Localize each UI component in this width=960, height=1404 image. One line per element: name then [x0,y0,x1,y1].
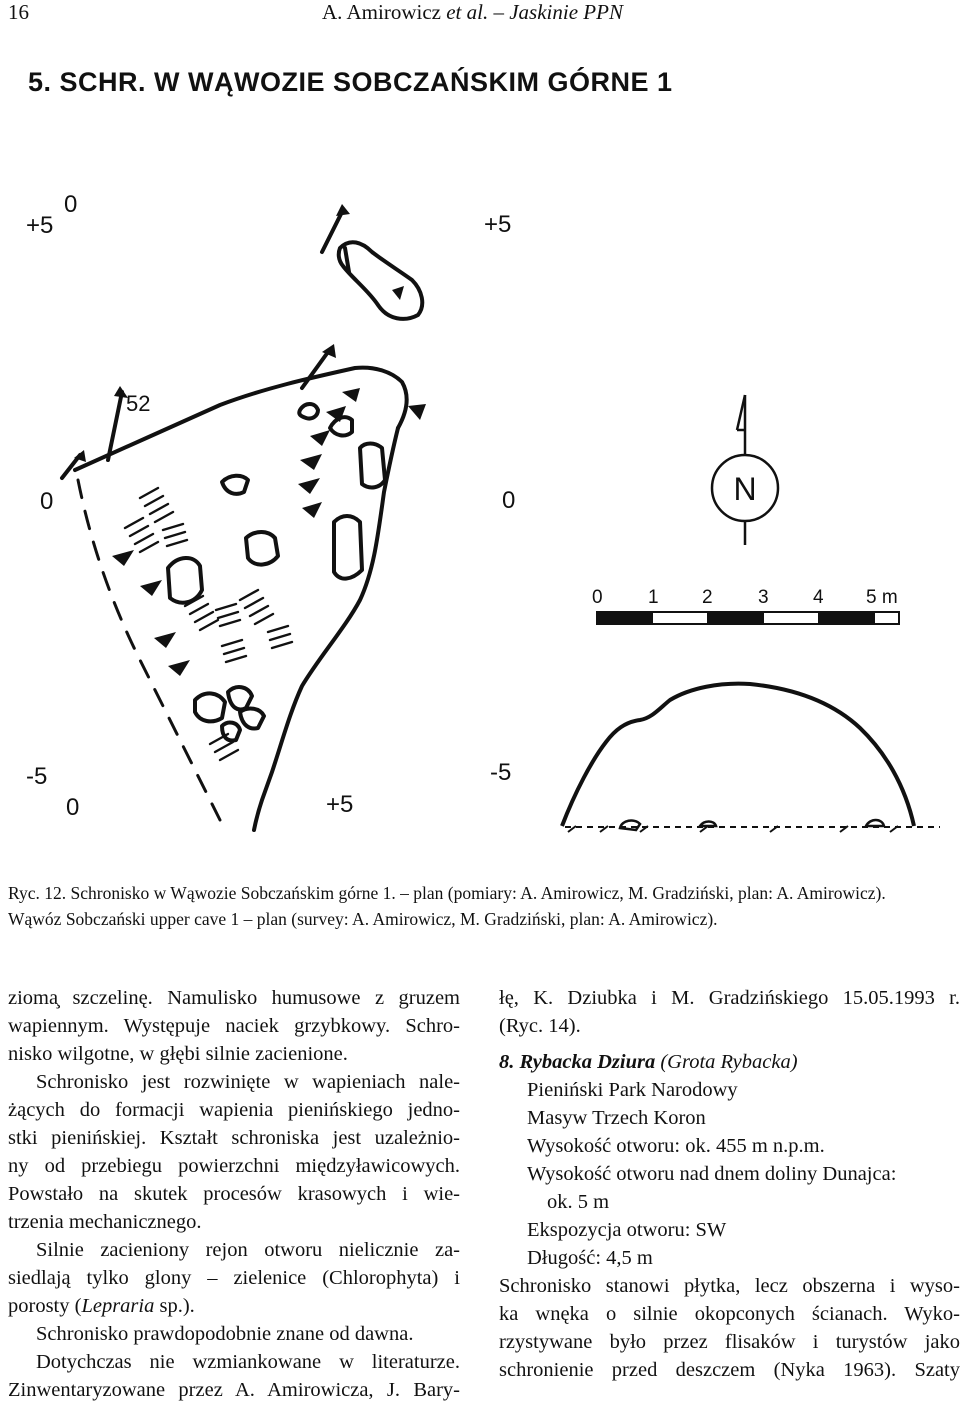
cave-fact: Masyw Trzech Koron [527,1107,706,1129]
text-line: (Ryc. 14). [499,1015,581,1037]
text-line: łę, K. Dziubka i M. Gradzińskiego 15.05.1993 r. [499,987,960,1009]
cave-name: Rybacka Dziura [519,1051,656,1073]
text-span: porosty ( [8,1295,82,1317]
running-head-dash: – [493,0,504,24]
scale-tick-label: 5 m [866,587,898,608]
taxon-name: Lepraria [81,1295,155,1317]
hatch-marks [268,626,292,648]
hatch-marks [140,488,173,522]
text-line: żących do formacji wapienia pienińskiego jedno- [8,1099,460,1121]
text-line: Powstało na skutek procesów krasowych i wie- [8,1183,460,1205]
rock-block [299,404,318,419]
rubble-triangle [310,430,330,446]
text-line: wapiennym. Występuje naciek grzybkowy. Schro- [8,1015,460,1037]
figure-caption [8,880,953,932]
text-line: Schronisko stanowi płytka, lecz obszerna i wyso- [499,1275,960,1297]
cave-alt-name: (Grota Rybacka) [660,1051,798,1073]
scale-tick-label: 0 [592,587,603,608]
text-line: stki pienińskiej. Kształt schroniska jest uzależnio- [8,1127,460,1149]
rubble-triangle [168,660,190,676]
coord-label: +5 [484,211,512,238]
hatch-marks [125,518,158,552]
rubble-triangle [154,632,176,648]
left-column [8,984,460,1404]
coord-label: -5 [26,763,48,790]
rubble-triangle [298,478,320,494]
text-line: schronienie przed deszczem (Nyka 1963). Szaty [499,1359,960,1381]
text-line: Schronisko jest rozwinięte w wapieniach nale- [36,1071,460,1093]
section-rock [866,820,884,826]
rubble-triangle [408,404,426,420]
arrow-line [302,352,328,388]
rubble-triangle [112,550,134,566]
text-line: Silnie zacieniony rejon otworu nielicznie za- [36,1239,460,1261]
cave-fact: Pieniński Park Narodowy [527,1079,738,1101]
rock-block [228,687,252,709]
rock-block [240,709,264,729]
cave-fact: Wysokość otworu: ok. 455 m n.p.m. [527,1135,825,1157]
running-head-series: Jaskinie PPN [509,0,623,24]
rubble-triangle [300,454,322,470]
rock-block [334,516,362,579]
caption-line-pl: Ryc. 12. Schronisko w Wąwozie Sobczańskim górne 1. – plan (pomiary: A. Amirowicz, M. Gradziński, plan: A. Amirowicz). [8,883,886,903]
page-number: 16 [8,0,29,24]
caption-line-en: Wąwóz Sobczański upper cave 1 – plan (survey: A. Amirowicz, M. Gradziński, plan: A. Amirowicz). [8,909,718,929]
rock-block [360,444,385,488]
drip-line [75,368,407,470]
arrowhead [336,204,350,216]
coord-label: +5 [326,791,354,818]
hatch-marks [163,524,187,546]
hatch-marks [240,590,273,624]
rock-block [222,476,248,494]
text-line: Schronisko prawdopodobnie znane od dawna. [36,1323,414,1345]
cave-fact: ok. 5 m [547,1191,610,1213]
rock-block [195,693,225,721]
cave-fact: Długość: 4,5 m [527,1247,653,1269]
text-line: zioma̧ szczelinę. Namulisko humusowe z gruzem [8,987,460,1009]
text-line: rzystywane było przez flisaków i turystów jako [499,1331,960,1353]
coord-label: 0 [40,488,54,515]
section-title: 5. SCHR. W WĄWOZIE SOBCZAŃSKIM GÓRNE 1 [28,67,673,97]
running-head [322,0,623,25]
cave-heading [499,1048,960,1076]
scale-tick-label: 3 [758,587,769,608]
rock-block [246,532,278,565]
cave-number: 8. [499,1051,515,1073]
rubble-triangle [342,388,360,402]
text-line: Zinwentaryzowane przez A. Amirowicza, J. Bary- [8,1379,460,1401]
section-rock [700,822,716,827]
scale-tick-label: 4 [813,587,824,608]
scale-bar [597,612,899,624]
text-line: Dotychczas nie wzmiankowane w literaturze. [36,1351,460,1373]
cave-fact: Ekspozycja otworu: SW [527,1219,727,1241]
cave-fact: Wysokość otworu nad dnem doliny Dunajca: [527,1163,897,1185]
running-head-authors: A. Amirowicz [322,0,441,24]
text-span: sp.). [154,1295,195,1317]
coord-label: 0 [66,794,80,821]
north-label: N [733,471,757,507]
cross-section [562,684,914,826]
section-rock [620,821,640,830]
ref-label: 52 [126,391,151,416]
rock-block [222,723,240,741]
upper-rock [339,242,423,319]
arrow-line [322,212,342,252]
scale-tick-label: 1 [648,587,659,608]
coord-label: 0 [64,191,78,218]
cave-plan-figure [0,160,960,880]
rubble-triangle [140,580,162,596]
text-line [8,1292,460,1320]
hatch-marks [222,640,246,662]
text-line: ka wnęka o silnie okopconych ścianach. Wyko- [499,1303,960,1325]
north-arrow [712,395,778,545]
right-column [499,984,960,1384]
cave-wall-left [78,480,220,820]
hatch-marks [216,604,240,626]
coord-label: +5 [26,212,54,239]
running-head-et-al: et al. [446,0,489,24]
text-line: siedlają tylko glony – zielenice (Chlorophyta) i [8,1267,460,1289]
rubble-triangle [302,502,322,518]
text-line: nisko wilgotne, w głębi silnie zacienione. [8,1043,348,1065]
text-line: ny od przebiegu powierzchni międzyławicowych. [8,1155,460,1177]
rubble-triangle [392,286,404,300]
rock-block [168,558,202,603]
scale-tick-label: 2 [702,587,713,608]
rock-block [330,417,352,435]
coord-label: -5 [490,759,512,786]
coord-label: 0 [502,487,516,514]
text-line: trzenia mechanicznego. [8,1211,202,1233]
